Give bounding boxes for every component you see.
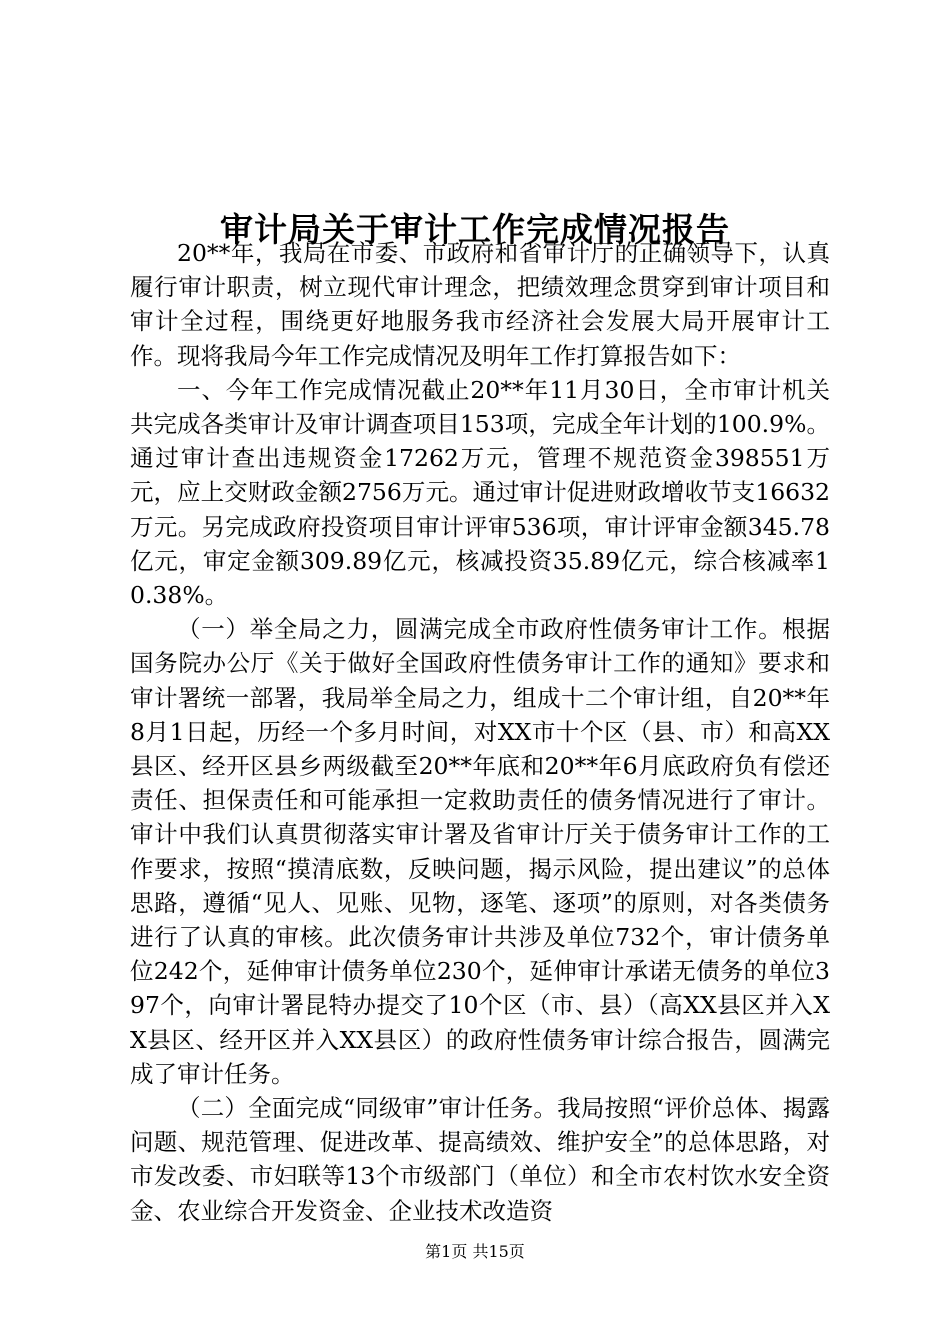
document-body	[130, 236, 830, 1228]
paragraph-intro: 20**年，我局在市委、市政府和省审计厅的正确领导下，认真履行审计职责，树立现代审计理念，把绩效理念贯穿到审计项目和审计全过程，围绕更好地服务我市经济社会发展大局开展审计工作。现将我局今年工作完成情况及明年工作打算报告如下：	[130, 239, 830, 370]
paragraph-section-1: 一、今年工作完成情况截止20**年11月30日，全市审计机关共完成各类审计及审计调查项目153项，完成全年计划的100.9%。通过审计查出违规资金17262万元，管理不规范资金398551万元，应上交财政金额2756万元。通过审计促进财政增收节支16632万元。另完成政府投资项目审计评审536项，审计评审金额345.78亿元，审定金额309.89亿元，核减投资35.89亿元，综合核减率10.38%。	[130, 375, 830, 610]
document-title: 审计局关于审计工作完成情况报告	[220, 210, 730, 250]
paragraph-subsection-1: （一）举全局之力，圆满完成全市政府性债务审计工作。根据国务院办公厅《关于做好全国政府性债务审计工作的通知》要求和审计署统一部署，我局举全局之力，组成十二个审计组，自20**年8月1日起，历经一个多月时间，对XX市十个区（县、市）和高XX县区、经开区县乡两级截至20**年底和20**年6月底政府负有偿还责任、担保责任和可能承担一定救助责任的债务情况进行了审计。审计中我们认真贯彻落实审计署及省审计厅关于债务审计工作的工作要求，按照“摸清底数，反映问题，揭示风险，提出建议”的总体思路，遵循“见人、见账、见物，逐笔、逐项”的原则，对各类债务进行了认真的审核。此次债务审计共涉及单位732个，审计债务单位242个，延伸审计债务单位230个，延伸审计承诺无债务的单位397个，向审计署昆特办提交了10个区（市、县）（高XX县区并入XX县区、经开区并入XX县区）的政府性债务审计综合报告，圆满完成了审计任务。	[130, 615, 830, 1088]
page-number-footer: 第1页 共15页	[425, 1242, 525, 1261]
paragraph-subsection-2: （二）全面完成“同级审”审计任务。我局按照“评价总体、揭露问题、规范管理、促进改革、提高绩效、维护安全”的总体思路，对市发改委、市妇联等13个市级部门（单位）和全市农村饮水安全资金、农业综合开发资金、企业技术改造资	[130, 1094, 830, 1225]
